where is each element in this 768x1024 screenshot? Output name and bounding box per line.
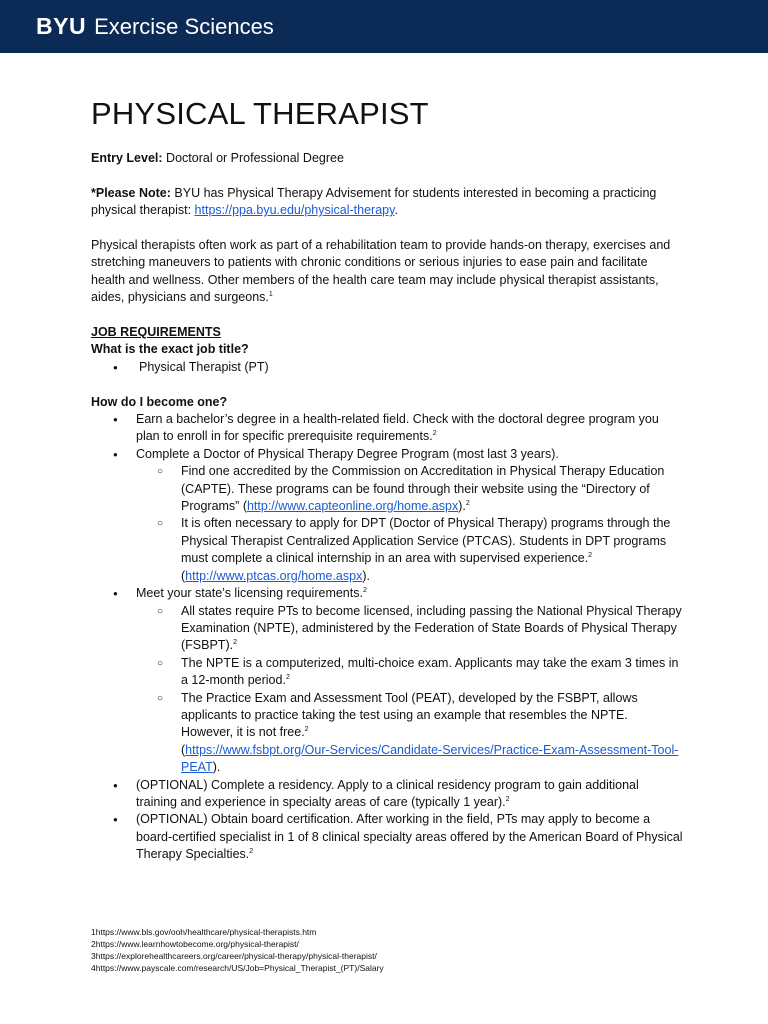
footnotes [91, 926, 691, 974]
list-item: ● Meet your state’s licensing requirements.$^2$ [91, 585, 683, 602]
job-title-list [91, 359, 683, 376]
note-label: *Please Note: [91, 185, 171, 200]
footnote-item: 3https://explorehealthcareers.org/career/physical-therapy/physical-therapist/ [91, 951, 377, 961]
sub-list-item: ○ The Practice Exam and Assessment Tool (PEAT), developed by the FSBPT, allows applicants to practice taking the test using an example that resembles the NPTE. However, it is not free.$^2$ (https://www.fsbpt.org/Our-Services/Candidate-Services/Practice-Exam-Assessment-Tool-PEAT). [91, 690, 683, 777]
entry-level-value: Doctoral or Professional Degree [166, 151, 344, 165]
sub-list-item: ○ All states require PTs to become licensed, including passing the National Physical Therapy Examination (NPTE), administered by the Federation of State Boards of Physical Therapy (FSBPT).$^2$ [91, 603, 683, 655]
logo-byu-mark: BYU [36, 13, 87, 39]
advisement-link[interactable]: https://ppa.byu.edu/physical-therapy [194, 203, 395, 218]
intro-paragraph [91, 237, 683, 307]
list-item: ● Complete a Doctor of Physical Therapy Degree Program (most last 3 years). [91, 446, 683, 463]
list-item: ● Physical Therapist (PT) [91, 359, 683, 376]
byu-exercise-sciences-logo[interactable] [36, 13, 274, 40]
footnote-item: 4https://www.payscale.com/research/US/Job=Physical_Therapist_(PT)/Salary [91, 963, 384, 973]
capte-link[interactable]: http://www.capteonline.org/home.aspx [246, 499, 459, 514]
document-body [91, 94, 683, 864]
logo-department-name: Exercise Sciences [94, 14, 274, 39]
entry-level-line [91, 150, 683, 167]
list-item: ● (OPTIONAL) Obtain board certification. After working in the field, PTs may apply to become a board-certified specialist in 1 of 8 clinical specialty areas offered by the American Board of Physical Therapy Specialties.$^2$ [91, 811, 683, 863]
list-item: ● (OPTIONAL) Complete a residency. Apply to a clinical residency program to gain additional training and experience in specialty areas of care (typically 1 year).$^2$ [91, 777, 683, 812]
sub-list-item: ○ It is often necessary to apply for DPT (Doctor of Physical Therapy) programs through the Physical Therapist Centralized Application Service (PTCAS). Students in DPT programs must complete a clinical internship in an area with supervised experience.$^2$ (http://www.ptcas.org/home.aspx). [91, 515, 683, 585]
peat-link[interactable]: https://www.fsbpt.org/Our-Services/Candidate-Services/Practice-Exam-Assessment-Tool-PEAT [181, 742, 679, 775]
page-title: PHYSICAL THERAPIST [91, 96, 429, 131]
sub-list-item: ○ The NPTE is a computerized, multi-choice exam. Applicants may take the exam 3 times in a 12-month period.$^2$ [91, 655, 683, 690]
header-banner [0, 0, 768, 53]
intro-text: Physical therapists often work as part of a rehabilitation team to provide hands-on therapy, exercises and stretching maneuvers to patients with chronic conditions or serious injuries to ease pain and facilitate health and wellness. Other members of the health care team may include physical therapist assistants, aides, physicians and surgeons. [91, 238, 671, 305]
entry-level-label: Entry Level: [91, 151, 163, 165]
footnote-item: 2https://www.learnhowtobecome.org/physical-therapist/ [91, 939, 299, 949]
question-job-title: What is the exact job title? [91, 342, 249, 357]
steps-list [91, 411, 683, 864]
footnote-item: 1https://www.bls.gov/ooh/healthcare/physical-therapists.htm [91, 927, 317, 937]
ptcas-link[interactable]: http://www.ptcas.org/home.aspx [185, 568, 363, 583]
list-item: ● Earn a bachelor’s degree in a health-related field. Check with the doctoral degree program you plan to enroll in for specific prerequisite requirements.$^2$ [91, 411, 683, 446]
question-become: How do I become one? [91, 394, 228, 409]
job-requirements-heading: JOB REQUIREMENTS [91, 325, 221, 340]
advisement-note: *Please Note: BYU has Physical Therapy Advisement for students interested in becoming a practicing physical therapist: https://ppa.byu.edu/physical-therapy. [91, 185, 657, 218]
sub-list-item: ○ Find one accredited by the Commission on Accreditation in Physical Therapy Education (CAPTE). These programs can be found through their website using the “Directory of Programs” (http://www.capteonline.org/home.aspx).$^2$ [91, 463, 683, 515]
note-text: BYU has Physical Therapy Advisement for students interested in becoming a practicing physical therapist: [91, 185, 657, 218]
footnote-ref: 1 [268, 291, 273, 299]
